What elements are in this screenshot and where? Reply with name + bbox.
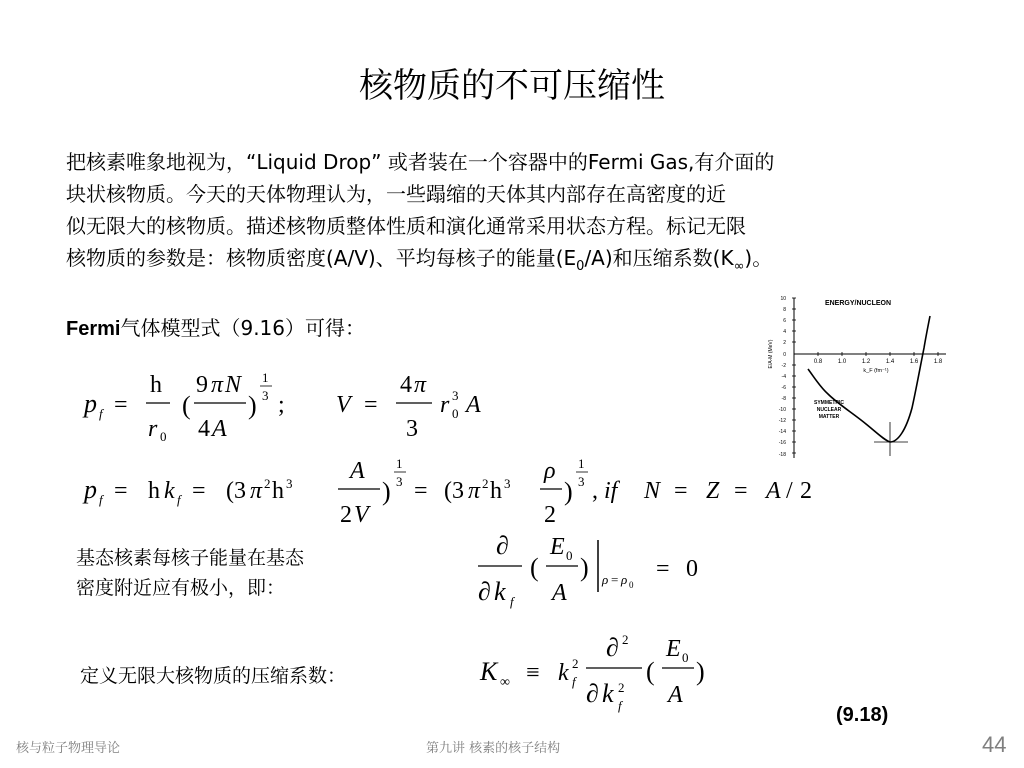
svg-text:A: A <box>212 416 227 442</box>
svg-text:f: f <box>177 492 181 507</box>
svg-text:≡: ≡ <box>526 660 540 686</box>
svg-text:2: 2 <box>340 502 352 528</box>
xtick-1.2: 1.2 <box>861 359 871 365</box>
svg-text:(3: (3 <box>444 478 464 504</box>
svg-text:(: ( <box>530 553 539 582</box>
page-number: 44 <box>982 732 1007 757</box>
svg-text:3: 3 <box>396 474 403 489</box>
ytick-2: 2 <box>783 340 786 346</box>
svg-text:0: 0 <box>160 429 167 444</box>
svg-text:=: = <box>611 572 619 587</box>
svg-text:h: h <box>150 372 162 398</box>
svg-text:f: f <box>99 406 103 421</box>
xtick-1.8: 1.8 <box>933 359 943 365</box>
svg-text:A: A <box>350 458 365 484</box>
svg-text:f: f <box>618 698 622 713</box>
ground-state-line-2: 密度附近应有极小，即： <box>76 577 286 599</box>
svg-text:ρ: ρ <box>621 572 628 587</box>
svg-text:(: ( <box>646 657 655 686</box>
svg-text:k: k <box>494 577 506 606</box>
paragraph-line-1: 把核素唯象地视为，“Liquid Drop” 或者装在一个容器中的Fermi Gas,有介面的 <box>66 150 775 174</box>
ytick-8: 8 <box>783 307 786 313</box>
svg-text:/: / <box>786 478 793 504</box>
svg-text:3: 3 <box>262 388 269 403</box>
xtick-0.8: 0.8 <box>813 359 823 365</box>
line4-sub: 0 <box>576 259 585 274</box>
svg-text:=: = <box>414 478 428 504</box>
ytick-m4: -4 <box>781 374 786 380</box>
svg-text:9: 9 <box>196 372 208 398</box>
svg-text:∂: ∂ <box>496 531 509 560</box>
svg-text:N: N <box>225 372 242 398</box>
svg-text:∂: ∂ <box>586 679 599 708</box>
svg-text:2: 2 <box>618 680 625 695</box>
ground-state-text <box>76 543 304 603</box>
xtick-1.4: 1.4 <box>885 359 895 365</box>
plot-ylabel: E/A-M (MeV) <box>768 339 774 369</box>
svg-text:E: E <box>550 534 565 560</box>
svg-text:=: = <box>364 392 378 418</box>
svg-text:4: 4 <box>400 372 412 398</box>
svg-text:): ) <box>382 477 391 506</box>
svg-text:2: 2 <box>544 502 556 528</box>
intro-paragraph <box>66 146 956 283</box>
ytick-6: 6 <box>783 318 786 324</box>
svg-text:=: = <box>656 556 670 582</box>
line4-mid: /A)和压缩系数(K <box>584 246 734 270</box>
svg-text:2: 2 <box>622 632 629 647</box>
footer-center: 第九讲 核素的核子结构 <box>426 741 561 756</box>
svg-text:;: ; <box>278 392 285 418</box>
svg-text:=: = <box>674 478 688 504</box>
ytick-m18: -18 <box>778 452 786 458</box>
svg-text:h: h <box>490 478 502 504</box>
ytick-m14: -14 <box>778 429 786 435</box>
svg-text:2: 2 <box>800 478 812 504</box>
svg-text:ρ: ρ <box>544 458 556 484</box>
ytick-m2: -2 <box>781 363 786 369</box>
svg-text:,: , <box>592 478 598 504</box>
svg-text:=: = <box>192 478 206 504</box>
ytick-m16: -16 <box>778 440 786 446</box>
ground-state-line-1: 基态核素每核子能量在基态 <box>76 547 305 569</box>
ytick-0: 0 <box>783 352 786 358</box>
svg-text:0: 0 <box>629 580 634 590</box>
svg-text:h: h <box>148 478 160 504</box>
svg-text:): ) <box>564 477 573 506</box>
svg-text:h: h <box>272 478 284 504</box>
ytick-m12: -12 <box>778 418 786 424</box>
svg-text:4: 4 <box>198 416 210 442</box>
svg-text:3: 3 <box>578 474 585 489</box>
svg-text:A: A <box>766 478 781 504</box>
paragraph-line-2: 块状核物质。今天的天体物理认为，一些蹋缩的天体其内部存在高密度的近 <box>66 182 726 206</box>
svg-text:1: 1 <box>578 456 585 471</box>
xtick-1.6: 1.6 <box>909 359 919 365</box>
svg-text:=: = <box>114 392 128 418</box>
svg-text:2: 2 <box>264 476 271 491</box>
energy-curve <box>808 316 930 442</box>
ytick-4: 4 <box>783 329 786 335</box>
equation-compressibility <box>474 622 734 718</box>
svg-text:k: k <box>164 478 175 504</box>
svg-text:∂: ∂ <box>478 577 491 606</box>
paragraph-line-4 <box>66 242 956 283</box>
svg-text:): ) <box>696 657 705 686</box>
svg-text:2: 2 <box>482 476 489 491</box>
svg-text:f: f <box>99 492 103 507</box>
svg-text:): ) <box>580 553 589 582</box>
svg-text:A: A <box>466 392 481 418</box>
svg-text:V: V <box>354 502 369 528</box>
svg-text:r: r <box>148 416 158 442</box>
x-tick-labels <box>814 359 943 365</box>
svg-text:π: π <box>468 478 481 504</box>
svg-text:=: = <box>734 478 748 504</box>
compressibility-text: 定义无限大核物质的压缩系数： <box>80 665 347 687</box>
svg-text:A: A <box>668 682 683 708</box>
y-tick-labels <box>779 296 786 458</box>
annotation-line-2: NUCLEAR <box>816 407 842 413</box>
svg-text:π: π <box>250 478 263 504</box>
svg-text:A: A <box>552 580 567 606</box>
footer-left: 核与粒子物理导论 <box>16 741 121 756</box>
plot-annotation <box>814 400 844 420</box>
fermi-bold: Fermi <box>66 318 121 340</box>
svg-text:1: 1 <box>396 456 403 471</box>
svg-text:3: 3 <box>504 476 511 491</box>
svg-text:3: 3 <box>406 416 418 442</box>
svg-text:V: V <box>336 392 351 418</box>
svg-text:ρ: ρ <box>602 572 609 587</box>
svg-text:3: 3 <box>286 476 293 491</box>
ytick-m6: -6 <box>781 385 786 391</box>
svg-text:∞: ∞ <box>500 675 510 690</box>
svg-text:if: if <box>604 478 618 504</box>
svg-text:k: k <box>602 679 614 708</box>
svg-text:0: 0 <box>686 556 698 582</box>
svg-text:(3: (3 <box>226 478 246 504</box>
svg-text:π: π <box>211 372 224 398</box>
svg-text:f: f <box>572 674 576 689</box>
svg-text:2: 2 <box>572 656 579 671</box>
svg-text:p: p <box>84 389 97 418</box>
energy-nucleon-plot <box>756 292 952 464</box>
svg-text:f: f <box>510 594 514 609</box>
svg-text:p: p <box>84 475 97 504</box>
line4-after: )。 <box>744 246 773 270</box>
svg-text:Z: Z <box>706 478 720 504</box>
svg-text:r: r <box>440 392 450 418</box>
svg-text:3: 3 <box>452 388 459 403</box>
svg-text:∂: ∂ <box>606 633 619 662</box>
xtick-1.0: 1.0 <box>837 359 847 365</box>
equation-minimum-condition <box>470 526 720 616</box>
annotation-line-3: MATTER <box>818 414 840 420</box>
svg-text:): ) <box>248 391 257 420</box>
svg-text:0: 0 <box>682 650 689 665</box>
plot-xlabel: k_F (fm⁻¹) <box>863 368 889 374</box>
line4-before: 核物质的参数是：核物质密度(A/V)、平均每核子的能量(E <box>66 246 577 270</box>
fermi-rest: 气体模型式（9.16）可得： <box>120 316 365 340</box>
svg-text:1: 1 <box>262 370 269 385</box>
annotation-line-1: SYMMETRIC <box>814 400 844 406</box>
equation-number: (9.18) <box>836 704 889 726</box>
slide-title: 核物质的不可压缩性 <box>359 66 665 106</box>
equation-pf-kf <box>78 452 838 536</box>
svg-text:E: E <box>666 636 681 662</box>
svg-text:0: 0 <box>566 548 573 563</box>
svg-text:(: ( <box>182 391 191 420</box>
svg-text:K: K <box>480 657 498 686</box>
ytick-m8: -8 <box>781 396 786 402</box>
ytick-m10: -10 <box>778 407 786 413</box>
svg-text:N: N <box>644 478 661 504</box>
svg-text:0: 0 <box>452 406 459 421</box>
fermi-gas-line <box>66 312 365 341</box>
plot-title: ENERGY/NUCLEON <box>824 300 892 307</box>
equation-pf-and-volume <box>78 362 508 448</box>
ytick-10: 10 <box>780 296 786 302</box>
paragraph-line-3: 似无限大的核物质。描述核物质整体性质和演化通常采用状态方程。标记无限 <box>66 214 746 238</box>
svg-text:k: k <box>558 660 569 686</box>
line4-sub2: ∞ <box>733 259 745 274</box>
svg-text:=: = <box>114 478 128 504</box>
svg-text:π: π <box>414 372 427 398</box>
